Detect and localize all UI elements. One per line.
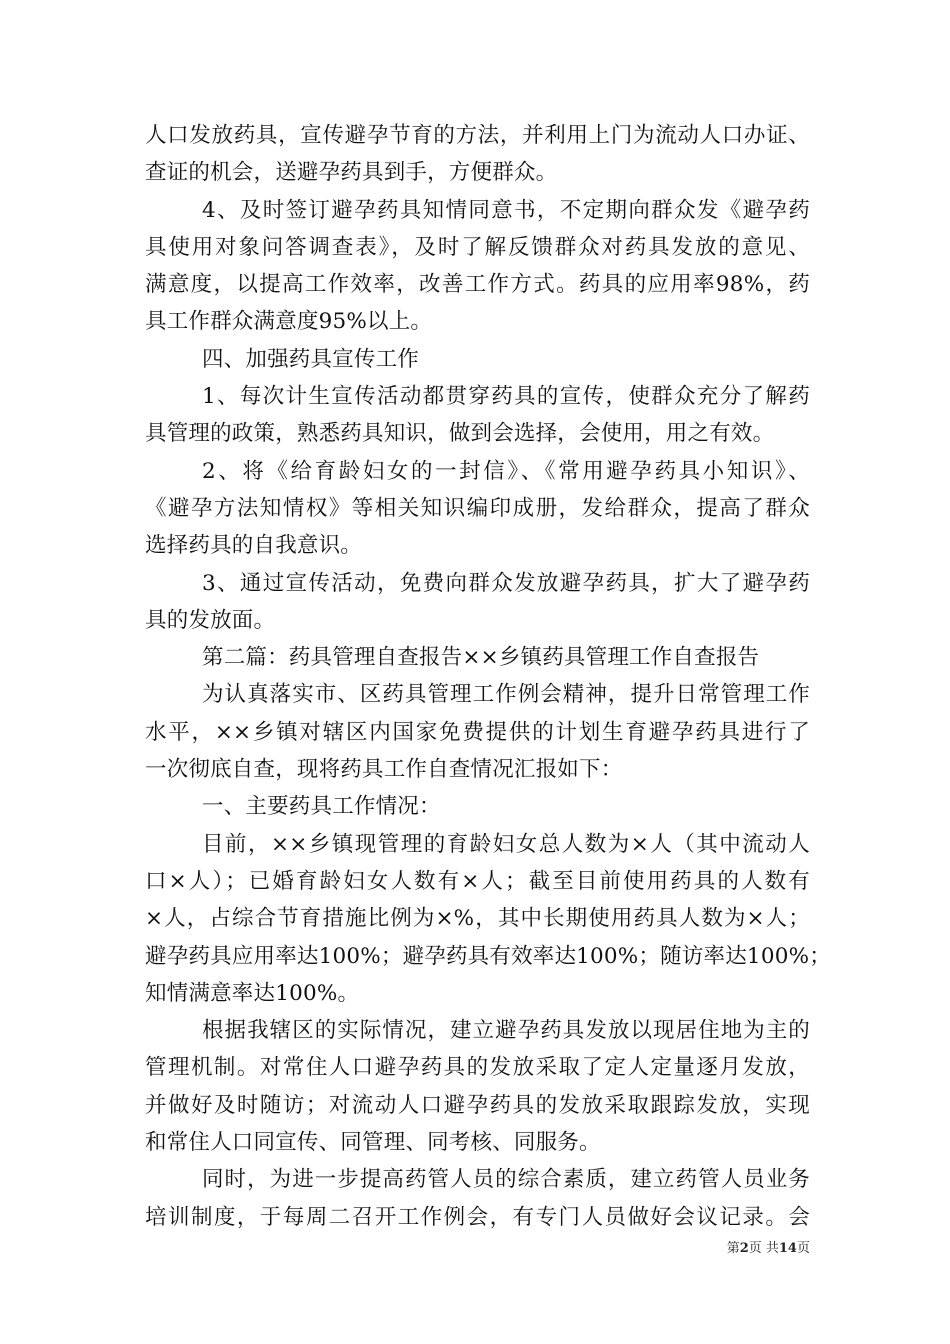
footer-suffix: 页 [796,1241,810,1256]
total-page-count: 14 [778,1241,797,1256]
footer-prefix: 第 [726,1241,740,1256]
text-line: 2、将《给育龄妇女的一封信》、《常用避孕药具小知识》、 [202,458,810,484]
text-line: 水平，××乡镇对辖区内国家免费提供的计划生育避孕药具进行了 [145,719,810,745]
document-body [145,117,831,1236]
text-line: 4、及时签订避孕药具知情同意书，不定期向群众发《避孕药 [202,197,810,223]
text-line: 避孕药具应用率达100%；避孕药具有效率达100%；随访率达100%； [145,943,831,969]
text-line: 口×人）；已婚育龄妇女人数有×人；截至目前使用药具的人数有 [145,868,810,894]
text-line: 具使用对象问答调查表》，及时了解反馈群众对药具发放的意见、 [145,234,810,260]
footer-middle: 页 共 [748,1241,779,1256]
text-line: 管理机制。对常住人口避孕药具的发放采取了定人定量逐月发放， [145,1055,810,1081]
text-line: 具的发放面。 [145,607,276,633]
text-line: 知情满意率达100%。 [145,980,360,1006]
text-line: 根据我辖区的实际情况，建立避孕药具发放以现居住地为主的 [202,1018,810,1044]
text-line: 并做好及时随访；对流动人口避孕药具的发放采取跟踪发放，实现 [145,1092,810,1118]
text-line: 具管理的政策，熟悉药具知识，做到会选择，会使用，用之有效。 [145,421,775,447]
text-line: 一、主要药具工作情况： [202,794,441,820]
text-line: 满意度，以提高工作效率，改善工作方式。药具的应用率98%，药 [145,272,810,298]
text-line: 3、通过宣传活动，免费向群众发放避孕药具，扩大了避孕药 [202,570,810,596]
text-line: 第二篇：药具管理自查报告××乡镇药具管理工作自查报告 [202,645,760,671]
text-line: 同时，为进一步提高药管人员的综合素质，建立药管人员业务 [202,1167,810,1193]
text-line: 为认真落实市、区药具管理工作例会精神，提升日常管理工作 [202,682,810,708]
text-line: 人口发放药具，宣传避孕节育的方法，并利用上门为流动人口办证、 [145,123,810,148]
text-line: 四、加强药具宣传工作 [202,346,420,372]
page-footer [690,1240,810,1258]
text-line: 一次彻底自查，现将药具工作自查情况汇报如下： [145,757,623,783]
text-line: ×人，占综合节育措施比例为×%，其中长期使用药具人数为×人； [145,906,810,932]
text-line: 1、每次计生宣传活动都贯穿药具的宣传，使群众充分了解药 [202,384,810,410]
text-line: 目前，××乡镇现管理的育龄妇女总人数为×人（其中流动人 [202,831,810,857]
text-line: 和常住人口同宣传、同管理、同考核、同服务。 [145,1130,601,1156]
text-line: 具工作群众满意度95%以上。 [145,309,433,335]
text-line: 《避孕方法知情权》等相关知识编印成册，发给群众，提高了群众 [145,495,810,521]
current-page-number: 2 [739,1241,749,1256]
text-line: 选择药具的自我意识。 [145,533,363,559]
text-line: 查证的机会，送避孕药具到手，方便群众。 [145,160,558,186]
text-line: 培训制度，于每周二召开工作例会，有专门人员做好会议记录。会 [145,1204,810,1230]
